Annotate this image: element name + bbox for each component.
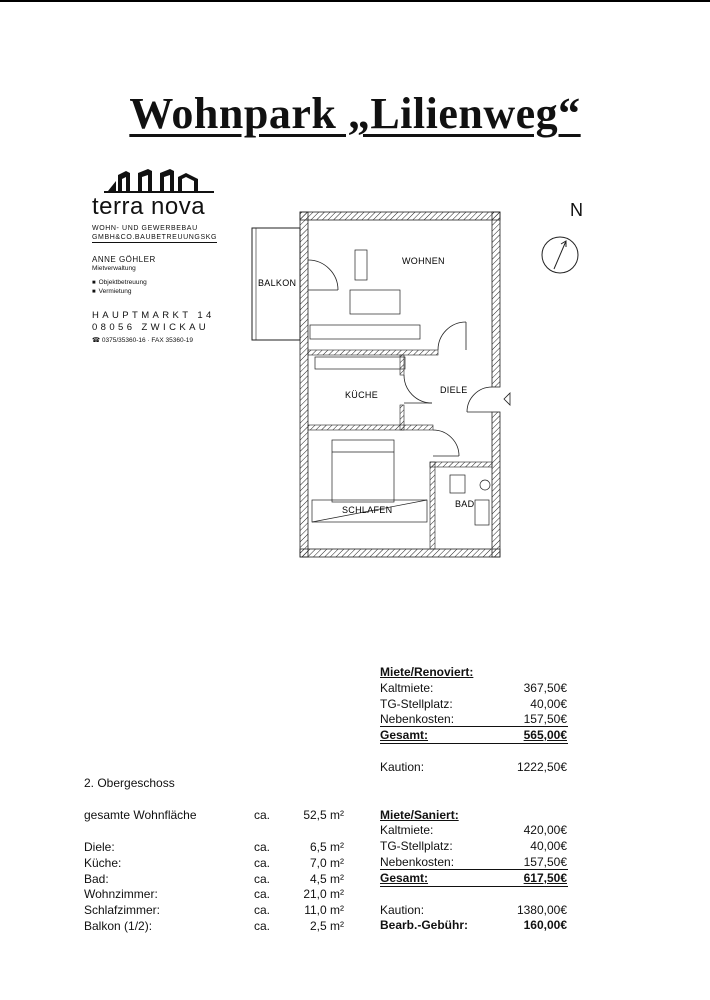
area-label: Wohnzimmer: [84, 887, 158, 901]
floor-plan [240, 200, 530, 565]
area-value: 52,5 m² [303, 808, 344, 822]
area-label: Küche: [84, 856, 122, 870]
area-value: 7,0 m² [309, 856, 344, 870]
area-value: 2,5 m² [309, 919, 344, 933]
price-value: 157,50€ [523, 855, 567, 869]
area-label: Balkon (1/2): [84, 919, 153, 933]
contact-phone-fax: ☎ 0375/35360-16 · FAX 35360-19 [92, 337, 193, 344]
area-label: gesamte Wohnfläche [84, 808, 197, 822]
page-title: Wohnpark „Lilienweg“ [129, 89, 581, 138]
deposit-label: Kaution: [380, 760, 425, 774]
deposit-label: Kaution: [380, 903, 425, 917]
area-approx: ca. [254, 903, 271, 917]
service-item: ■ Objektbetreuung [92, 279, 147, 286]
room-label-diele: DIELE [440, 385, 468, 395]
company-name: terra nova [92, 193, 206, 220]
service-item: ■ Vermietung [92, 288, 132, 295]
area-value: 11,0 m² [304, 903, 344, 917]
total-value: 565,00€ [523, 728, 567, 742]
deposit-value: 1222,50€ [516, 760, 567, 774]
company-legal-form: GMBH&CO.BAUBETREUUNGSKG [92, 234, 218, 241]
price-value: 157,50€ [523, 712, 567, 726]
price-label: Nebenkosten: [380, 855, 455, 869]
compass-icon [540, 235, 580, 275]
area-approx: ca. [254, 808, 271, 822]
room-label-schlafen: SCHLAFEN [342, 505, 393, 515]
double-rule [380, 743, 568, 744]
area-row [0, 903, 360, 919]
top-border-line [0, 0, 710, 2]
area-row [0, 840, 360, 856]
renoviert-header: Miete/Renoviert: [380, 665, 474, 679]
fee-label: Bearb.-Gebühr: [380, 918, 469, 932]
area-approx: ca. [254, 840, 271, 854]
price-label: TG-Stellplatz: [380, 697, 453, 711]
price-value: 367,50€ [523, 681, 567, 695]
interior-walls [308, 350, 492, 549]
area-value: 4,5 m² [309, 872, 344, 886]
area-approx: ca. [254, 872, 271, 886]
sum-rule [380, 869, 568, 870]
company-tagline: WOHN- UND GEWERBEBAU [92, 225, 198, 232]
fee-value: 160,00€ [523, 918, 567, 932]
area-value: 21,0 m² [303, 887, 344, 901]
room-label-kueche: KÜCHE [345, 390, 379, 400]
area-label: Schlafzimmer: [84, 903, 161, 917]
area-value: 6,5 m² [309, 840, 344, 854]
area-row [0, 887, 360, 903]
price-label: Kaltmiete: [380, 681, 434, 695]
company-logo-icon [104, 165, 214, 195]
area-row [0, 856, 360, 872]
room-label-bad: BAD [455, 499, 475, 509]
area-label: Bad: [84, 872, 109, 886]
room-label-wohnen: WOHNEN [402, 256, 445, 266]
contact-role: Mietverwaltung [92, 265, 136, 272]
address-street: HAUPTMARKT 14 [92, 310, 215, 321]
price-label: TG-Stellplatz: [380, 839, 453, 853]
price-value: 40,00€ [530, 839, 567, 853]
area-approx: ca. [254, 856, 271, 870]
contact-person: ANNE GÖHLER [92, 255, 156, 264]
area-row [0, 919, 360, 935]
price-value: 420,00€ [523, 823, 567, 837]
floor-label: 2. Obergeschoss [84, 776, 175, 790]
address-city: 08056 ZWICKAU [92, 322, 210, 333]
saniert-header: Miete/Saniert: [380, 808, 459, 822]
area-approx: ca. [254, 919, 271, 933]
double-rule [380, 886, 568, 887]
total-label: Gesamt: [380, 728, 429, 742]
area-label: Diele: [84, 840, 115, 854]
price-label: Nebenkosten: [380, 712, 455, 726]
price-value: 40,00€ [530, 697, 567, 711]
price-label: Kaltmiete: [380, 823, 434, 837]
area-total-row [0, 808, 360, 824]
north-label: N [570, 200, 583, 220]
total-value: 617,50€ [523, 871, 567, 885]
total-label: Gesamt: [380, 871, 429, 885]
area-row [0, 872, 360, 888]
deposit-value: 1380,00€ [516, 903, 567, 917]
sum-rule [380, 726, 568, 727]
room-label-balkon: BALKON [258, 278, 297, 288]
area-approx: ca. [254, 887, 271, 901]
